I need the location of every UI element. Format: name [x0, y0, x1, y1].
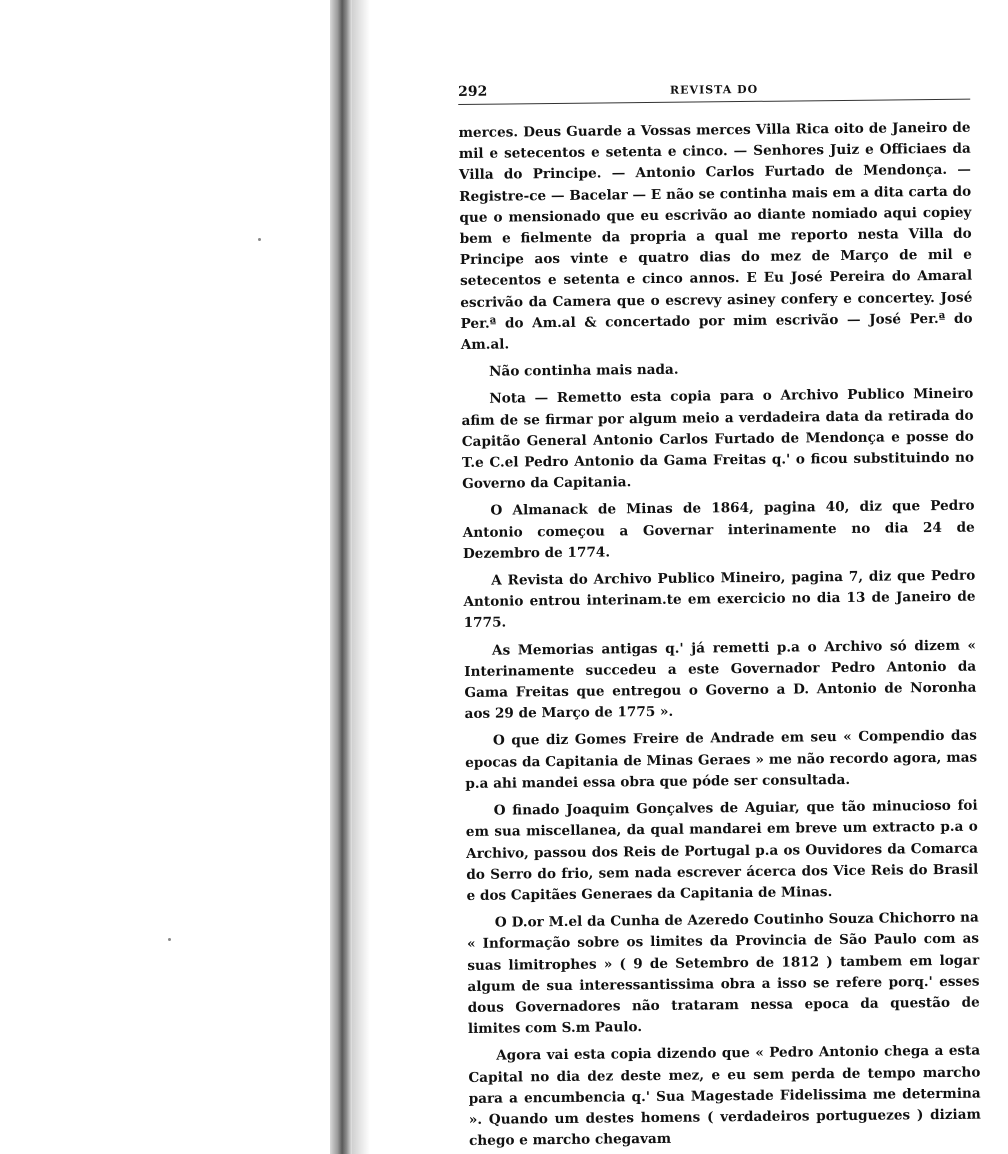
paragraph-8: O finado Joaquim Gonçalves de Aguiar, que tão minucioso foi em sua miscellanea, da qual mandarei em breve um extracto p.a o Archivo, passou dos Reis de Portugal p.a os Ouvidores da Comarca do Serro do frio, sem nada escrever ácerca dos Vice Reis do Brasil e dos Capitães Generaes da Capitania de Minas.: [465, 797, 979, 904]
paragraph-6: As Memorias antigas q.' já remetti p.a o Archivo só dizem « Interinamente succedeu a este Governador Pedro Antonio da Gama Freitas que entregou o Governo a D. Antonio de Noronha aos 29 de Março de 1775 ».: [464, 637, 977, 723]
gutter-shadow: [352, 0, 370, 1154]
page-body: [458, 118, 981, 1153]
paragraph-7: O que diz Gomes Freire de Andrade em seu « Compendio das epocas da Capitania de Minas Geraes » me não recordo agora, mas p.a ahi mandei essa obra que póde ser consultada.: [465, 728, 978, 792]
paragraph-1: merces. Deus Guarde a Vossas merces Villa Rica oito de Janeiro de mil e setecentos e setenta e cinco. — Senhores Juiz e Officiaes da Villa do Principe. — Antonio Carlos Furtado de Mendonça. — Registre-ce — Bacelar — E não se continha mais em a dita carta do que o mensionado que eu escrivão ao diante nomiado aqui copiey bem e fielmente da propria a qual me reporto nesta Villa do Principe aos vinte e quatro dias do mez de Março de mil e setecentos e setenta e cinco annos. E Eu José Pereira do Amaral escrivão da Camera que o escrevy asiney confery e concertey. José Per.ª do Am.al & concertado por mim escrivão — José Per.ª do Am.al.: [458, 119, 973, 354]
paragraph-2: Não continha mais nada.: [488, 361, 679, 380]
paragraph-4: O Almanack de Minas de 1864, pagina 40, diz que Pedro Antonio começou a Governar interinamente no dia 24 de Dezembro de 1774.: [462, 498, 975, 562]
book-gutter: [330, 0, 352, 1154]
book-page: [458, 75, 981, 1150]
paragraph-5: A Revista do Archivo Publico Mineiro, pagina 7, diz que Pedro Antonio entrou interinam.te em exercicio no dia 13 de Janeiro de 1775.: [463, 567, 976, 632]
paragraph-9: O D.or M.el da Cunha de Azeredo Coutinho Souza Chichorro na « Informação sobre os limites da Provincia de São Paulo com as suas limitrophes » ( 9 de Setembro de 1812 ) tambem em logar algum de sua interessantissima obra a isso se refere porq.' esses dous Governadores não trataram nessa epoca da questão de limites com S.m Paulo.: [466, 909, 980, 1038]
paragraph-10: Agora vai esta copia dizendo que « Pedro Antonio chega a esta Capital no dia dez deste mez, e eu sem perda de tempo marcho para a encumbencia q.' Sua Magestade Fidelissima me determina ». Quando um destes homens ( verdadeiros portuguezes ) diziam chego e marcho chegavam: [468, 1042, 981, 1150]
running-head: REVISTA DO: [669, 82, 759, 97]
dust-speck: [168, 938, 171, 941]
page-number: 292: [458, 83, 488, 100]
page-header: [458, 75, 970, 102]
paragraph-3: Nota — Remetto esta copia para o Archivo Publico Mineiro afim de se firmar por algum meio a verdadeira data da retirada do Capitão General Antonio Carlos Furtado de Mendonça e posse do T.e C.el Pedro Antonio da Gama Freitas q.' o ficou substituindo no Governo da Capitania.: [461, 386, 975, 493]
dust-speck: [258, 238, 261, 241]
